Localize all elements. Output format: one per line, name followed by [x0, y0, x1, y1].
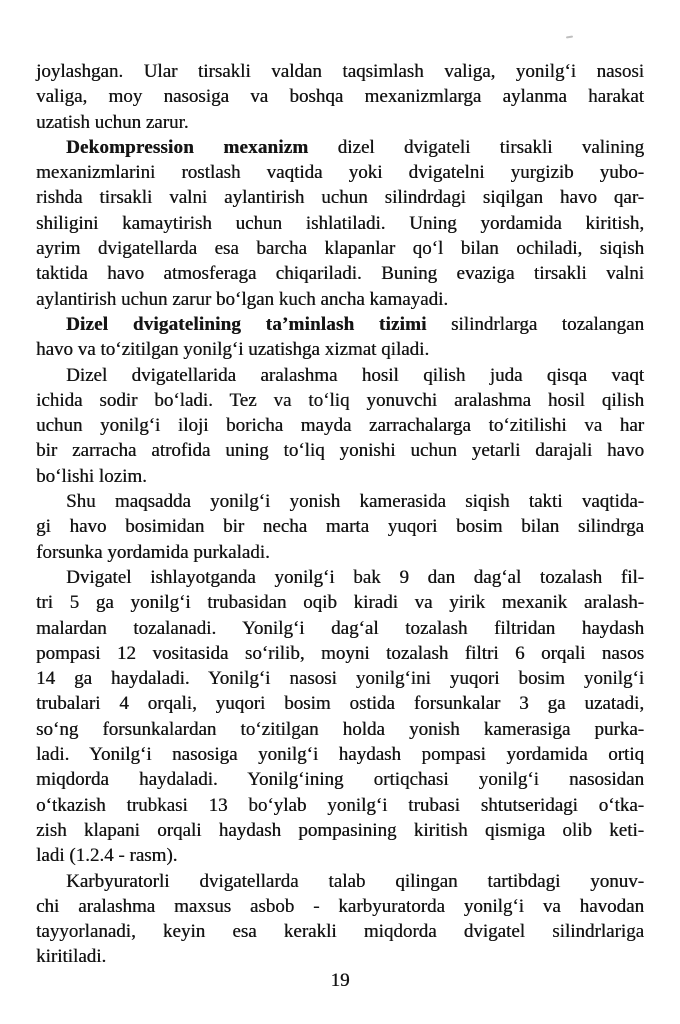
line-text: ayrim dvigatellarda esa barcha klapanlar qo‘l bilan ochiladi, siqish [36, 238, 644, 260]
text-line [36, 236, 644, 261]
text-line [36, 337, 644, 362]
text-line [36, 135, 644, 160]
line-text: gi havo bosimidan bir necha marta yuqori bosim bilan silindrga [36, 516, 644, 538]
text-line [36, 641, 644, 666]
text-line [36, 59, 644, 84]
text-line [36, 438, 644, 463]
text-line [36, 742, 644, 767]
line-text: dizel dvigateli tirsakli valining [308, 136, 644, 158]
text-line [36, 261, 644, 286]
text-line [36, 464, 644, 489]
line-text: kiritiladi. [36, 946, 107, 968]
line-text: Dvigatel ishlayotganda yonilg‘i bak 9 dan dag‘al tozalash fil- [66, 566, 644, 588]
text-line [36, 843, 644, 868]
bold-lead: Dekompression mexanizm [66, 136, 309, 158]
text-line [36, 818, 644, 843]
text-line [36, 287, 644, 312]
line-text: ladi (1.2.4 - rasm). [36, 845, 178, 867]
text-line [36, 944, 644, 969]
line-text: zish klapani orqali haydash pompasining kiritish qismiga olib keti- [36, 819, 644, 841]
line-text: shiligini kamaytirish uchun ishlatiladi. Uning yordamida kiritish, [36, 212, 644, 234]
text-line [36, 84, 644, 109]
line-text: tri 5 ga yonilg‘i trubasidan oqib kiradi va yirik mexanik aralash- [36, 592, 644, 614]
text-line [36, 540, 644, 565]
text-line [36, 919, 644, 944]
line-text: joylashgan. Ular tirsakli valdan taqsimlash valiga, yonilg‘i nasosi [36, 61, 644, 82]
text-line [36, 793, 644, 818]
text-line [36, 869, 644, 894]
line-text: miqdorda haydaladi. Yonilg‘ining ortiqchasi yonilg‘i nasosidan [36, 769, 644, 791]
text-line [36, 717, 644, 742]
line-text: Shu maqsadda yonilg‘i yonish kamerasida siqish takti vaqtida- [66, 491, 644, 513]
bold-lead: Dizel dvigatelining ta’minlash tizimi [66, 313, 427, 335]
text-line [36, 160, 644, 185]
line-text: mexanizmlarini rostlash vaqtida yoki dvigatelni yurgizib yubo- [36, 162, 644, 184]
line-text: uzatish uchun zarur. [36, 111, 189, 133]
page-text [36, 59, 644, 970]
text-line [36, 691, 644, 716]
line-text: malardan tozalanadi. Yonilg‘i dag‘al tozalash filtridan haydash [36, 617, 644, 639]
text-line [36, 110, 644, 135]
line-text: pompasi 12 vositasida so‘rilib, moyni tozalash filtri 6 orqali nasos [36, 642, 644, 664]
text-line [36, 767, 644, 792]
text-line [36, 388, 644, 413]
line-text: o‘tkazish trubkasi 13 bo‘ylab yonilg‘i trubasi shtutseridagi o‘tka- [36, 794, 644, 816]
line-text: silindrlarga tozalangan [426, 313, 644, 335]
line-text: so‘ng forsunkalardan to‘zitilgan holda yonish kamerasiga purka- [36, 718, 644, 740]
text-line [36, 413, 644, 438]
page-number: 19 [330, 970, 350, 991]
line-text: trubalari 4 orqali, yuqori bosim ostida forsunkalar 3 ga uzatadi, [36, 693, 644, 715]
line-text: bo‘lishi lozim. [36, 465, 147, 487]
text-line [36, 489, 644, 514]
text-line [36, 666, 644, 691]
text-line [36, 590, 644, 615]
line-text: ichida sodir bo‘ladi. Tez va to‘liq yonuvchi aralashma hosil qilish [36, 389, 644, 411]
line-text: ladi. Yonilg‘i nasosiga yonilg‘i haydash pompasi yordamida ortiq [36, 744, 644, 766]
line-text: 14 ga haydaladi. Yonilg‘i nasosi yonilg‘ini yuqori bosim yonilg‘i [36, 668, 644, 690]
line-text: bir zarracha atrofida uning to‘liq yonishi uchun yetarli darajali havo [36, 440, 644, 462]
text-line [36, 894, 644, 919]
line-text: chi aralashma maxsus asbob - karbyuratorda yonilg‘i va havodan [36, 895, 644, 917]
text-line [36, 565, 644, 590]
text-line [36, 616, 644, 641]
line-text: valiga, moy nasosiga va boshqa mexanizmlarga aylanma harakat [36, 86, 644, 108]
line-text: Dizel dvigatellarida aralashma hosil qilish juda qisqa vaqt [66, 364, 644, 386]
line-text: tayyorlanadi, keyin esa kerakli miqdorda dvigatel silindrlariga [36, 921, 644, 943]
line-text: uchun yonilg‘i iloji boricha mayda zarrachalarga to‘zitilishi va har [36, 415, 644, 437]
text-line [36, 312, 644, 337]
text-line [36, 211, 644, 236]
line-text: forsunka yordamida purkaladi. [36, 541, 270, 563]
line-text: rishda tirsakli valni aylantirish uchun silindrdagi siqilgan havo qar- [36, 187, 644, 209]
line-text: havo va to‘zitilgan yonilg‘i uzatishga xizmat qiladi. [36, 339, 430, 361]
text-line [36, 185, 644, 210]
text-line [36, 514, 644, 539]
line-text: Karbyuratorli dvigatellarda talab qilingan tartibdagi yonuv- [66, 870, 644, 892]
scan-speck [566, 36, 573, 39]
line-text: taktida havo atmosferaga chiqariladi. Buning evaziga tirsakli valni [36, 263, 644, 285]
text-line [36, 363, 644, 388]
line-text: aylantirish uchun zarur bo‘lgan kuch ancha kamayadi. [36, 288, 449, 310]
